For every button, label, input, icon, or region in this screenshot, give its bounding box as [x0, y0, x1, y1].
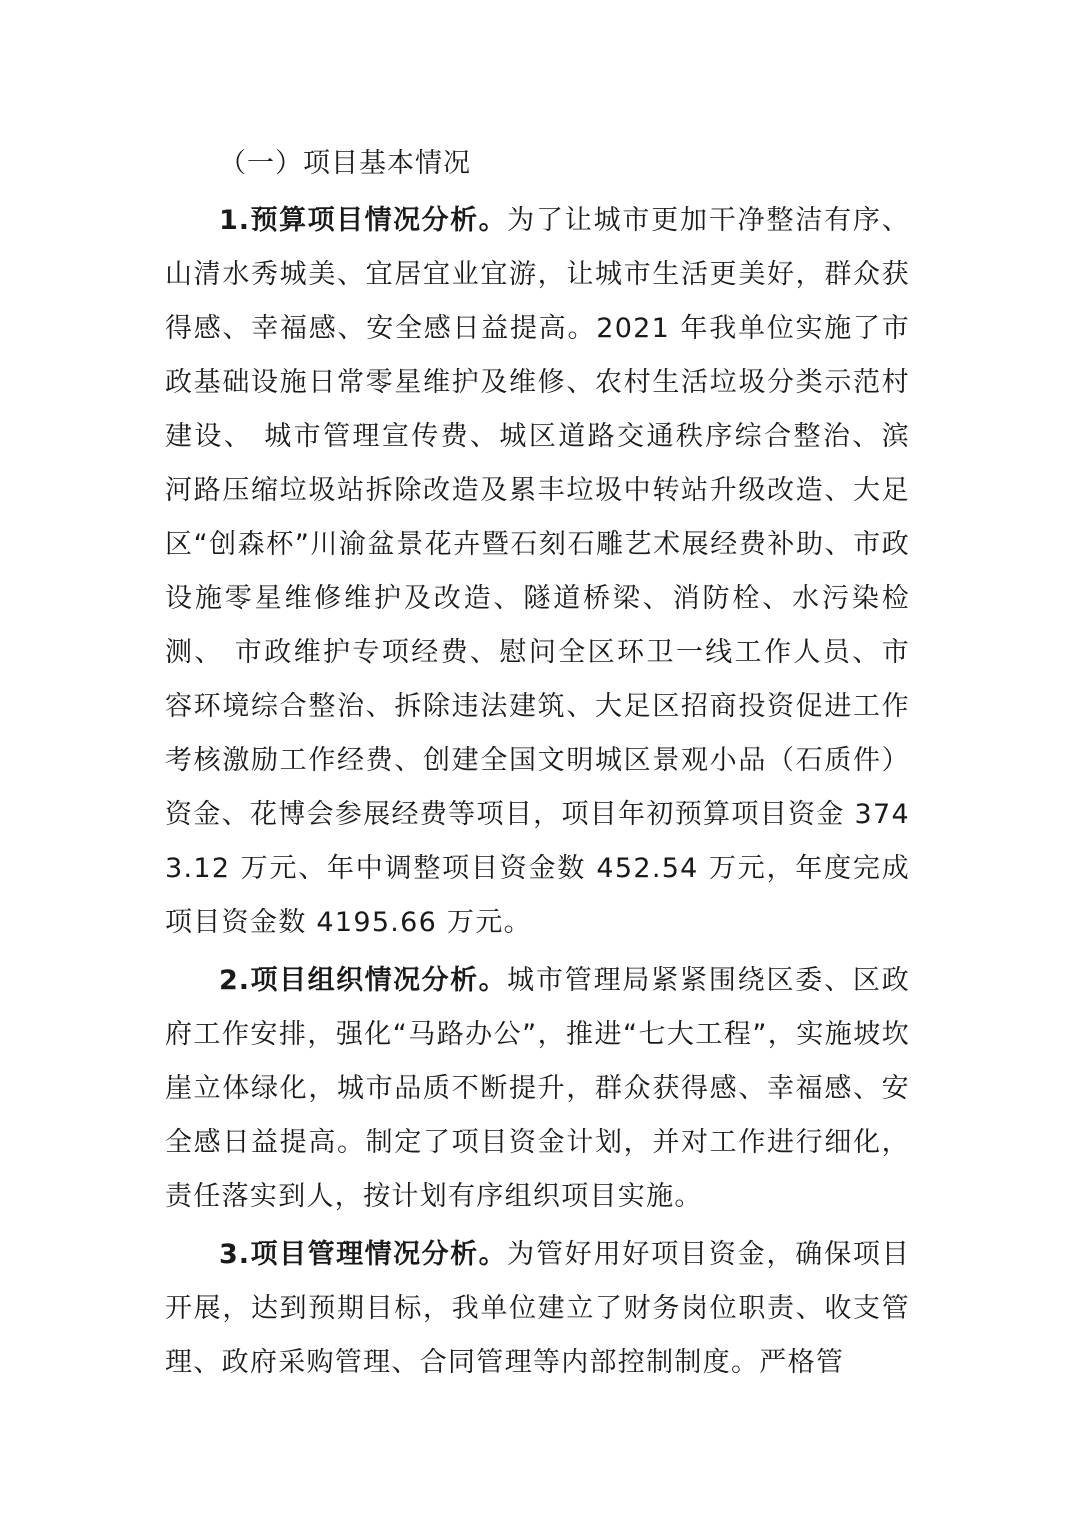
paragraph-body: 城市管理局紧紧围绕区委、区政府工作安排，强化“马路办公”，推进“七大工程”，实施坡坎崖立体绿化，城市品质不断提升，群众获得感、幸福感、安全感日益提高。制定了项目资金计划，并对工作进行细化，责任落实到人，按计划有序组织项目实施。	[165, 965, 910, 1212]
paragraph-management-analysis	[165, 1228, 910, 1390]
paragraph-lead: 2.项目组织情况分析。	[219, 965, 508, 996]
paragraph-budget-analysis	[165, 194, 910, 950]
paragraph-organization-analysis	[165, 954, 910, 1224]
paragraph-body: 为管好用好项目资金，确保项目开展，达到预期目标，我单位建立了财务岗位职责、收支管理、政府采购管理、合同管理等内部控制制度。严格管	[165, 1239, 910, 1378]
paragraph-lead: 1.预算项目情况分析。	[219, 205, 508, 236]
paragraph-lead: 3.项目管理情况分析。	[219, 1239, 508, 1270]
paragraph-body: 为了让城市更加干净整洁有序、山清水秀城美、宜居宜业宜游，让城市生活更美好，群众获得感、幸福感、安全感日益提高。2021 年我单位实施了市政基础设施日常零星维护及维修、农村生活垃圾分类示范村建设、 城市管理宣传费、城区道路交通秩序综合整治、滨河路压缩垃圾站拆除改造及累丰垃圾中转站升级改造、大足区“创森杯”川渝盆景花卉暨石刻石雕艺术展经费补助、市政设施零星维修维护及改造、隧道桥梁、消防栓、水污染检测、 市政维护专项经费、慰问全区环卫一线工作人员、市容环境综合整治、拆除违法建筑、大足区招商投资促进工作考核激励工作经费、创建全国文明城区景观小品（石质件）资金、花博会参展经费等项目，项目年初预算项目资金 3743.12 万元、年中调整项目资金数 452.54 万元，年度完成项目资金数 4195.66 万元。	[165, 205, 910, 938]
section-heading: （一）项目基本情况	[219, 148, 471, 179]
document-content	[165, 140, 910, 1390]
